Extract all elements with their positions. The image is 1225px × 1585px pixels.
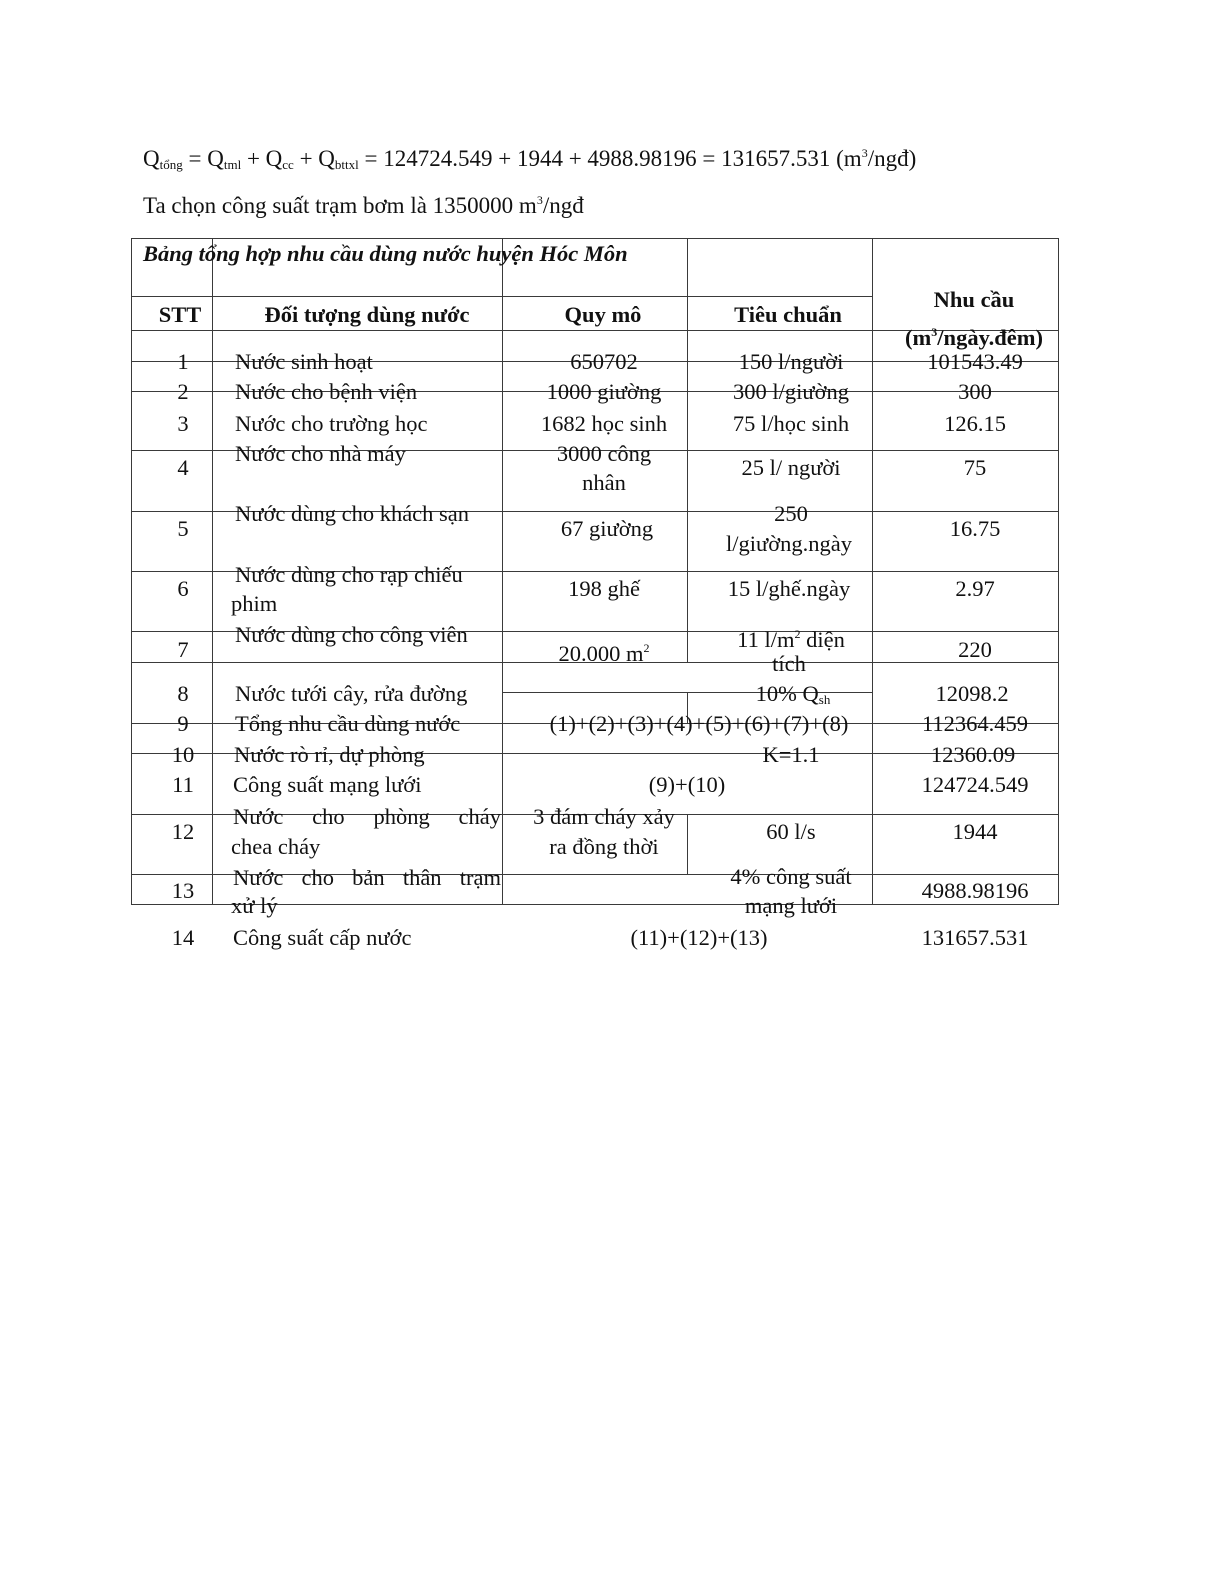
choice-sup3: 3 [536, 193, 543, 207]
row12-scale-line2: ra đồng thời [549, 834, 659, 859]
row7-standard-line1: 11 $l/m^2$ diện [737, 627, 845, 652]
row14-object: Công suất cấp nước [233, 925, 412, 950]
row7-standard-line2: tích [772, 651, 806, 676]
row3-object: Nước cho trường học [235, 411, 428, 436]
choice-unit: /ngđ [542, 193, 584, 218]
row4-standard: 25 l/ người [741, 455, 841, 480]
row9-stt: 9 [177, 711, 189, 736]
table-caption: Bảng tổng hợp nhu cầu dùng nước huyện Hóc Môn [143, 241, 628, 266]
table-rule [212, 238, 213, 905]
table-rule [131, 238, 132, 905]
row10-object: Nước rò rỉ, dự phòng [234, 742, 425, 767]
header-demand-line1: Nhu cầu [933, 287, 1015, 312]
row12-scale-line1: 3 đám cháy xảy [533, 804, 675, 829]
row3-demand: 126.15 [944, 411, 1006, 436]
row11-stt: 11 [172, 772, 194, 797]
row1-scale: 650702 [570, 349, 638, 374]
row5-stt: 5 [177, 516, 189, 541]
row5-scale: 67 giường [560, 516, 654, 541]
formula-eq: = Q [182, 146, 224, 171]
choice-text: Ta chọn công suất trạm bơm là 1350000 m [143, 193, 537, 218]
row1-demand: 101543.49 [927, 349, 1023, 374]
row12-object-line1: Nước cho phòng cháy [233, 804, 501, 829]
header-standard: Tiêu chuẩn [734, 302, 842, 327]
row13-standard-line1: 4% công suất [730, 864, 852, 889]
row6-standard: 15 l/ghế.ngày [727, 576, 851, 601]
pump-capacity-line [143, 193, 584, 219]
row7-demand: 220 [958, 637, 992, 662]
row13-demand: 4988.98196 [921, 878, 1029, 903]
row8-demand: 12098.2 [935, 681, 1009, 706]
formula-plus1: + Q [241, 146, 283, 171]
row11-merged: (9)+(10) [648, 772, 726, 797]
row6-stt: 6 [177, 576, 189, 601]
row10-standard: K=1.1 [762, 742, 820, 767]
row7-object: Nước dùng cho công viên [235, 622, 468, 647]
row2-demand: 300 [958, 379, 992, 404]
row4-scale-line2: nhân [582, 470, 626, 495]
row12-stt: 12 [171, 819, 195, 844]
water-demand-table [131, 238, 1058, 950]
row8-object: Nước tưới cây, rửa đường [235, 681, 468, 706]
row4-object: Nước cho nhà máy [235, 441, 406, 466]
row14-stt: 14 [171, 925, 195, 950]
row8-standard: 10% $Q_{sh}$ [755, 681, 831, 707]
row6-scale: 198 ghế [568, 576, 640, 601]
formula-q: Q [143, 146, 160, 171]
row13-stt: 13 [171, 878, 195, 903]
row4-stt: 4 [177, 455, 189, 480]
header-object: Đối tượng dùng nước [264, 302, 470, 327]
row13-object-line2: xử lý [231, 893, 278, 918]
row11-demand: 124724.549 [921, 772, 1029, 797]
formula-sub-cc: cc [282, 157, 294, 172]
row5-demand: 16.75 [949, 516, 1001, 541]
row2-standard: 300 l/giường [733, 379, 849, 404]
row10-stt: 10 [171, 742, 195, 767]
row3-standard: 75 l/học sinh [732, 411, 850, 436]
formula-plus2: + Q [293, 146, 335, 171]
formula-sub-bttxl: bttxl [334, 157, 359, 172]
header-stt: STT [158, 302, 202, 327]
row9-demand: 112364.459 [921, 711, 1029, 736]
row8-stt: 8 [177, 681, 189, 706]
row12-standard: 60 l/s [766, 819, 816, 844]
formula-rest: = 124724.549 + 1944 + 4988.98196 = 131657.531 (m [358, 146, 862, 171]
formula-sub-tml: tml [223, 157, 242, 172]
formula-line [143, 146, 916, 173]
row2-stt: 2 [177, 379, 189, 404]
row5-standard-line2: l/giường.ngày [726, 531, 852, 556]
row7-scale: 20.000 $m^2$ [558, 641, 650, 666]
row4-scale-line1: 3000 công [556, 441, 652, 466]
row14-merged: (11)+(12)+(13) [630, 925, 768, 950]
row6-demand: 2.97 [955, 576, 995, 601]
row3-stt: 3 [177, 411, 189, 436]
table-rule [872, 238, 873, 905]
row13-object-line1: Nước cho bản thân trạm [233, 865, 501, 890]
formula-sub-tong: tổng [159, 157, 183, 172]
row9-object: Tổng nhu cầu dùng nước [235, 711, 461, 736]
table-rule [687, 814, 688, 874]
table-rule [1058, 238, 1059, 905]
row1-standard: 150 l/người [738, 349, 844, 374]
formula-unit: /ngđ) [867, 146, 917, 171]
row7-stt: 7 [177, 637, 189, 662]
row5-standard-line1: 250 [774, 501, 808, 526]
row5-object: Nước dùng cho khách sạn [235, 501, 470, 526]
table-rule [687, 238, 688, 662]
row4-demand: 75 [963, 455, 987, 480]
row12-object-line2: chea cháy [231, 834, 321, 859]
row6-object-line1: Nước dùng cho rạp chiếu [235, 562, 463, 587]
row9-merged: (1)+(2)+(3)+(4)+(5)+(6)+(7)+(8) [549, 711, 849, 736]
header-scale: Quy mô [564, 302, 642, 327]
row2-object: Nước cho bệnh viện [235, 379, 418, 404]
row6-object-line2: phim [231, 591, 278, 616]
row2-scale: 1000 giường [546, 379, 662, 404]
row1-object: Nước sinh hoạt [235, 349, 373, 374]
row1-stt: 1 [177, 349, 189, 374]
table-rule [502, 238, 503, 905]
row14-demand: 131657.531 [921, 925, 1029, 950]
row3-scale: 1682 học sinh [540, 411, 668, 436]
header-demand-line2: $(m^3/ngày.đêm)$ [905, 325, 1043, 350]
row12-demand: 1944 [952, 819, 998, 844]
row11-object: Công suất mạng lưới [233, 772, 422, 797]
row10-demand: 12360.09 [930, 742, 1016, 767]
formula-sup3: 3 [861, 146, 868, 160]
row13-standard-line2: mạng lưới [744, 893, 838, 918]
